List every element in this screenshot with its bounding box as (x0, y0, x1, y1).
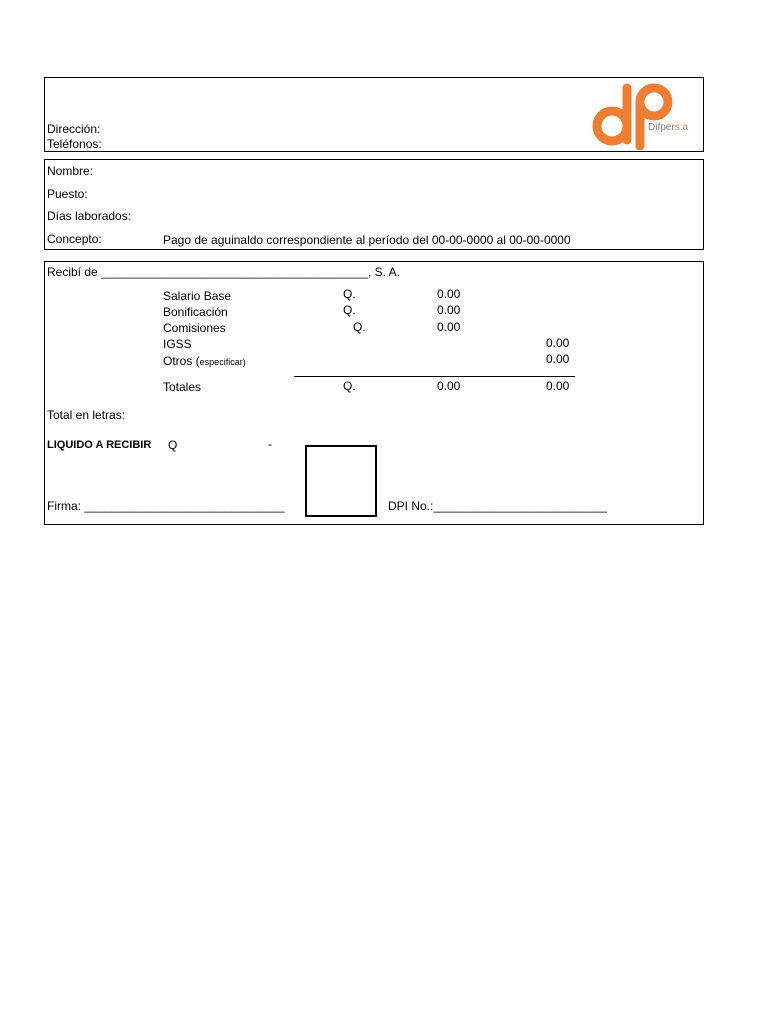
recibi-de-line (47, 265, 400, 279)
company-suffix: , S. A. (368, 265, 401, 279)
dpi-line (388, 499, 607, 513)
fingerprint-box[interactable] (305, 445, 377, 517)
concepto-label: Concepto: (47, 232, 102, 246)
row-label-salario: Salario Base (163, 289, 232, 303)
firma-label: Firma: (47, 499, 81, 513)
dias-laborados-label: Días laborados: (47, 209, 132, 223)
row-amount-salario: 0.00 (437, 287, 461, 301)
row-label-igss: IGSS (163, 337, 192, 351)
liquido-label: LIQUIDO A RECIBIR (47, 439, 152, 451)
dpi-blank[interactable]: __________________________ (433, 499, 607, 513)
concepto-value: Pago de aguinaldo correspondiente al período del 00-00-0000 al 00-00-0000 (163, 233, 571, 247)
row-amount-bonificacion: 0.00 (437, 303, 461, 317)
dpi-label: DPI No.: (388, 499, 434, 513)
liquido-value: - (268, 437, 272, 451)
difper-logo-icon (588, 80, 700, 150)
liquido-currency: Q (168, 438, 178, 452)
totales-amount: 0.00 (437, 379, 461, 393)
direccion-label: Dirección: (47, 122, 101, 136)
recibi-de-blank[interactable]: ________________________________________ (101, 265, 368, 279)
row-deduction-otros: 0.00 (546, 352, 570, 366)
totals-divider (294, 376, 575, 377)
totales-label: Totales (163, 380, 202, 394)
row-currency-salario: Q. (343, 287, 356, 301)
total-letras-label: Total en letras: (47, 408, 126, 422)
nombre-label: Nombre: (47, 164, 94, 178)
company-logo (588, 80, 700, 150)
row-deduction-igss: 0.00 (546, 336, 570, 350)
telefonos-label: Teléfonos: (47, 137, 102, 151)
totales-deduction: 0.00 (546, 379, 570, 393)
row-currency-comisiones: Q. (353, 320, 366, 334)
totales-currency: Q. (343, 379, 356, 393)
recibi-de-label: Recibí de (47, 265, 98, 279)
firma-blank[interactable]: ______________________________ (84, 499, 285, 513)
logo-brand-text: Difpers.a (648, 122, 689, 133)
puesto-label: Puesto: (47, 187, 88, 201)
row-label-comisiones: Comisiones (163, 321, 226, 335)
row-currency-bonificacion: Q. (343, 303, 356, 317)
row-label-otros: Otros (especificar) (163, 354, 246, 368)
firma-line (47, 499, 285, 513)
row-amount-comisiones: 0.00 (437, 320, 461, 334)
row-label-bonificacion: Bonificación (163, 305, 228, 319)
